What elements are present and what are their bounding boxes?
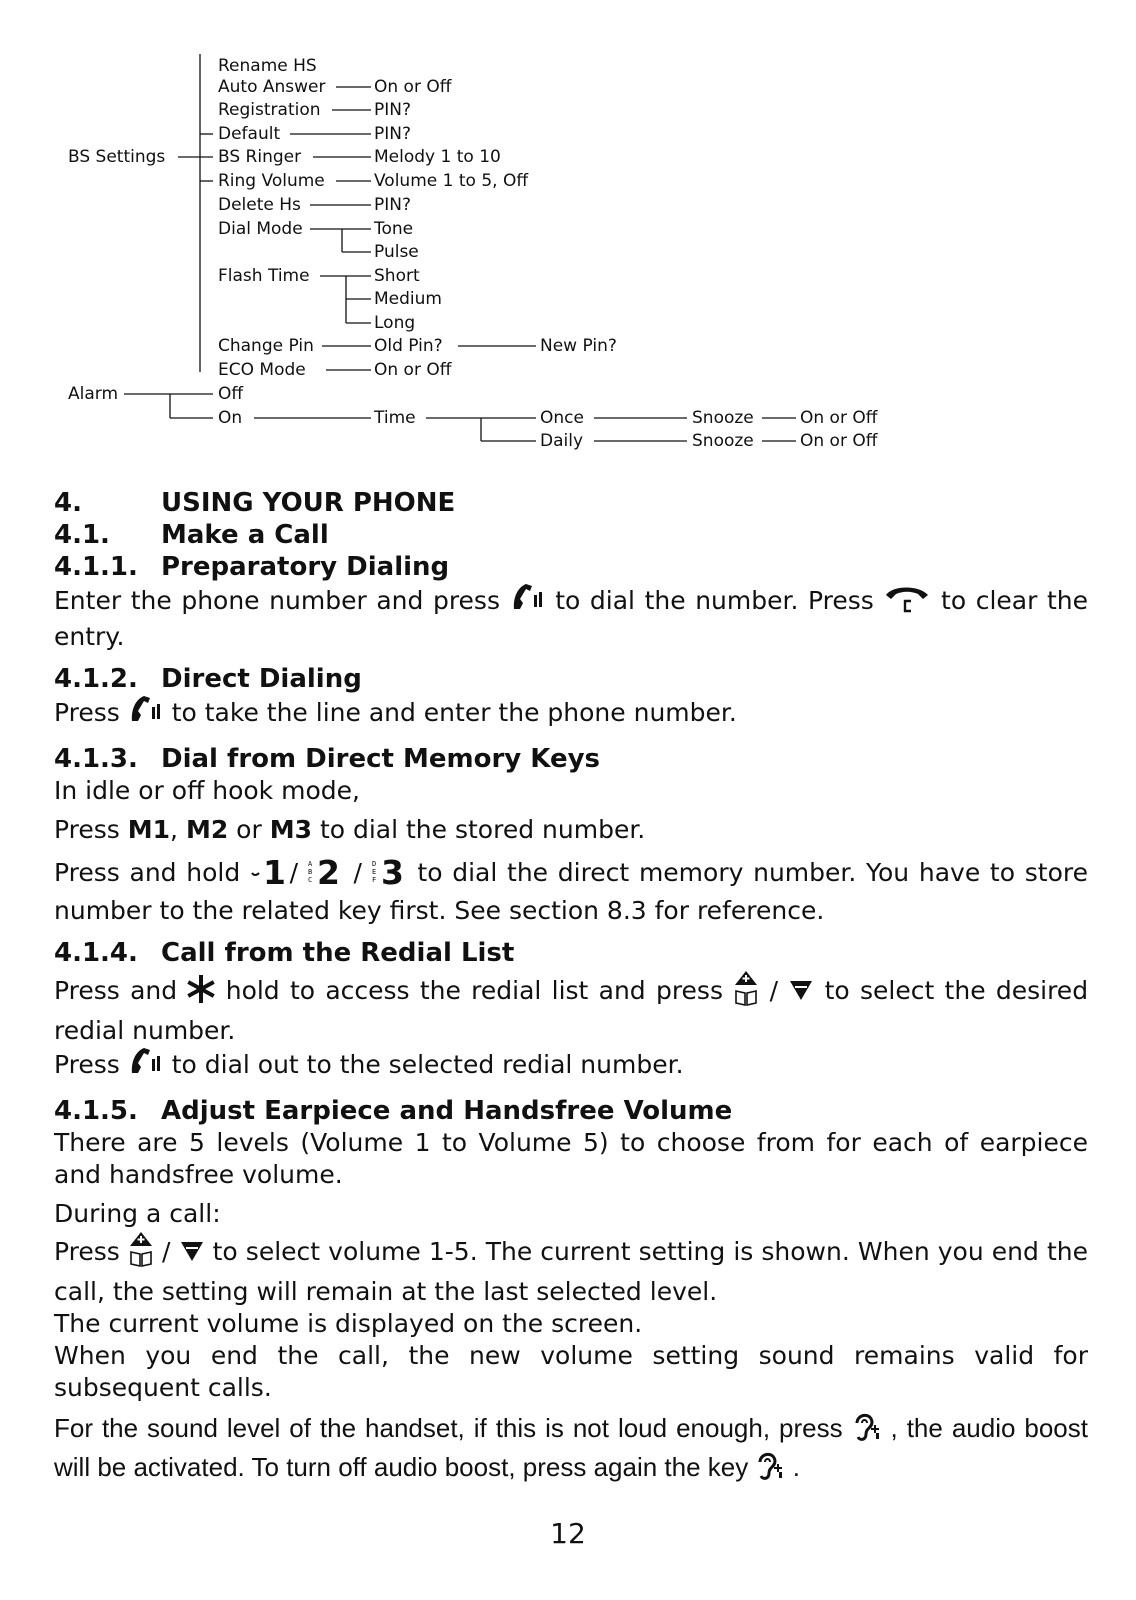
key-3-letters: D E F <box>371 860 376 884</box>
text: , <box>170 815 178 844</box>
key-3-digit: 3 <box>380 853 404 892</box>
tree-once: Once <box>540 408 584 428</box>
heading-number: 4.1.3. <box>54 744 138 774</box>
star-icon <box>187 975 215 1011</box>
paragraph-new-volume <box>54 1340 1088 1404</box>
tree-snooze-opt-1: On or Off <box>800 408 878 428</box>
tree-ring-volume-opt: Volume 1 to 5, Off <box>374 171 529 191</box>
heading-4 <box>54 487 1088 519</box>
tree-default-opt: PIN? <box>374 124 412 144</box>
text: Press and <box>54 976 178 1005</box>
key-3-icon <box>372 853 408 895</box>
text: to select volume 1-5. The current setting is shown. When you end the call, the setting will remain at the last selected level. <box>54 1237 1088 1306</box>
up-phonebook-icon <box>128 1230 154 1276</box>
menu-tree-diagram <box>0 0 1136 470</box>
talk-icon <box>128 1047 164 1085</box>
tree-flash-time: Flash Time <box>218 266 310 286</box>
tree-ring-volume: Ring Volume <box>218 171 325 191</box>
key-m2-label: M2 <box>185 815 229 844</box>
tree-new-pin: New Pin? <box>540 336 617 356</box>
tree-alarm-on: On <box>218 408 243 428</box>
text: to take the line and enter the phone number. <box>171 698 737 727</box>
heading-4-1-2 <box>54 663 1088 695</box>
heading-4-1-3 <box>54 743 1088 775</box>
heading-4-1-4 <box>54 937 1088 969</box>
text: When you end the call, the new volume setting sound remains valid for subsequent calls. <box>54 1341 1088 1402</box>
tree-flash-long: Long <box>374 313 416 333</box>
tree-bs-settings: BS Settings <box>68 147 166 167</box>
tree-alarm-off: Off <box>218 384 244 404</box>
heading-number: 4. <box>54 488 82 518</box>
text: to dial the direct memory number. You have to store number to the related key first. See section 8.3 for reference. <box>54 858 1088 925</box>
key-1-digit: 1 <box>262 853 286 892</box>
paragraph-direct-dialing <box>54 695 1088 733</box>
tree-flash-medium: Medium <box>374 289 442 309</box>
text: to dial out to the selected redial number. <box>171 1050 684 1079</box>
paragraph-select-volume <box>54 1230 1088 1308</box>
paragraph-press-and-hold <box>54 853 1088 927</box>
heading-title: Call from the Redial List <box>161 938 515 968</box>
tree-delete-hs: Delete Hs <box>218 195 301 215</box>
up-phonebook-icon <box>733 969 759 1015</box>
key-2-digit: 2 <box>316 853 340 892</box>
talk-icon <box>510 583 546 621</box>
tree-flash-short: Short <box>374 266 420 286</box>
tree-alarm: Alarm <box>68 384 119 404</box>
text: There are 5 levels (Volume 1 to Volume 5) to choose from for each of earpiece and handsfree volume. <box>54 1128 1088 1189</box>
page-number: 12 <box>550 1517 586 1550</box>
tree-auto-answer-opt: On or Off <box>374 77 452 97</box>
heading-title: Dial from Direct Memory Keys <box>161 744 601 774</box>
tree-snooze-opt-2: On or Off <box>800 431 878 451</box>
text: Press <box>54 698 120 727</box>
tree-dial-mode-tone: Tone <box>374 219 414 239</box>
paragraph-volume-levels <box>54 1127 1088 1191</box>
audio-boost-icon <box>852 1411 882 1450</box>
text: , the audio boost will be activated. To turn off audio boost, press again the key <box>54 1413 1088 1482</box>
talk-icon <box>128 695 164 733</box>
tree-default: Default <box>218 124 281 144</box>
heading-number: 4.1.4. <box>54 938 138 968</box>
text: The current volume is displayed on the screen. <box>54 1309 643 1338</box>
key-m3-label: M3 <box>269 815 312 844</box>
tree-old-pin: Old Pin? <box>374 336 443 356</box>
text: or <box>236 815 262 844</box>
heading-number: 4.1. <box>54 520 110 550</box>
text: / <box>353 858 362 887</box>
text: In idle or off hook mode, <box>54 776 360 805</box>
down-icon <box>179 1238 205 1272</box>
key-2-letters: A B C <box>307 860 313 884</box>
clear-icon <box>883 583 931 621</box>
text: Press <box>54 1237 120 1266</box>
text: Press and hold <box>54 858 241 887</box>
tree-delete-hs-opt: PIN? <box>374 195 412 215</box>
text: / <box>769 976 779 1005</box>
tree-change-pin: Change Pin <box>218 336 314 356</box>
paragraph-idle-mode <box>54 775 1088 807</box>
tree-time: Time <box>374 408 416 428</box>
tree-daily: Daily <box>540 431 584 451</box>
tree-snooze-1: Snooze <box>692 408 754 428</box>
key-2-icon <box>308 853 344 895</box>
text: Press <box>54 815 120 844</box>
paragraph-memory-keys <box>54 814 1088 846</box>
audio-boost-icon <box>755 1450 785 1489</box>
key-1-icon <box>250 853 286 895</box>
text: / <box>161 1237 171 1266</box>
text: Press <box>54 1050 120 1079</box>
text: to select the desired redial number. <box>54 976 1089 1045</box>
paragraph-dial-out <box>54 1047 1088 1085</box>
heading-4-1 <box>54 519 1088 551</box>
heading-title: Direct Dialing <box>161 664 362 694</box>
text: to dial the stored number. <box>319 815 646 844</box>
paragraph-current-volume <box>54 1308 1088 1340</box>
paragraph-preparatory-dialing <box>54 583 1088 653</box>
key-m1-label: M1 <box>127 815 171 844</box>
tree-rename-hs: Rename HS <box>218 56 317 76</box>
text: to clear the entry. <box>54 586 1089 651</box>
text: / <box>289 858 299 887</box>
heading-title: Make a Call <box>161 520 329 550</box>
tree-dial-mode-pulse: Pulse <box>374 242 419 262</box>
manual-content <box>54 487 1088 1489</box>
down-icon <box>788 977 814 1011</box>
heading-number: 4.1.1. <box>54 552 138 582</box>
tree-bs-ringer-opt: Melody 1 to 10 <box>374 147 501 167</box>
text: During a call: <box>54 1199 221 1228</box>
heading-title: Adjust Earpiece and Handsfree Volume <box>161 1096 733 1126</box>
tree-auto-answer: Auto Answer <box>218 77 326 97</box>
heading-number: 4.1.5. <box>54 1096 138 1126</box>
tree-registration-opt: PIN? <box>374 100 412 120</box>
tree-snooze-2: Snooze <box>692 431 754 451</box>
tree-eco-mode-opt: On or Off <box>374 360 452 380</box>
tree-bs-ringer: BS Ringer <box>218 147 302 167</box>
heading-title: Preparatory Dialing <box>161 552 450 582</box>
heading-title: USING YOUR PHONE <box>161 488 456 518</box>
heading-4-1-5 <box>54 1095 1088 1127</box>
text: to dial the number. Press <box>555 586 874 615</box>
tree-dial-mode: Dial Mode <box>218 219 303 239</box>
text: hold to access the redial list and press <box>225 976 723 1005</box>
text: For the sound level of the handset, if this is not loud enough, press <box>54 1413 843 1443</box>
tree-eco-mode: ECO Mode <box>218 360 306 380</box>
tree-connector-lines <box>0 0 1136 470</box>
paragraph-audio-boost <box>54 1411 1088 1489</box>
text: Enter the phone number and press <box>54 586 500 615</box>
text: . <box>792 1452 800 1482</box>
paragraph-during-call <box>54 1198 1088 1230</box>
heading-number: 4.1.2. <box>54 664 138 694</box>
heading-4-1-1 <box>54 551 1088 583</box>
tree-registration: Registration <box>218 100 321 120</box>
paragraph-redial-list <box>54 969 1088 1047</box>
